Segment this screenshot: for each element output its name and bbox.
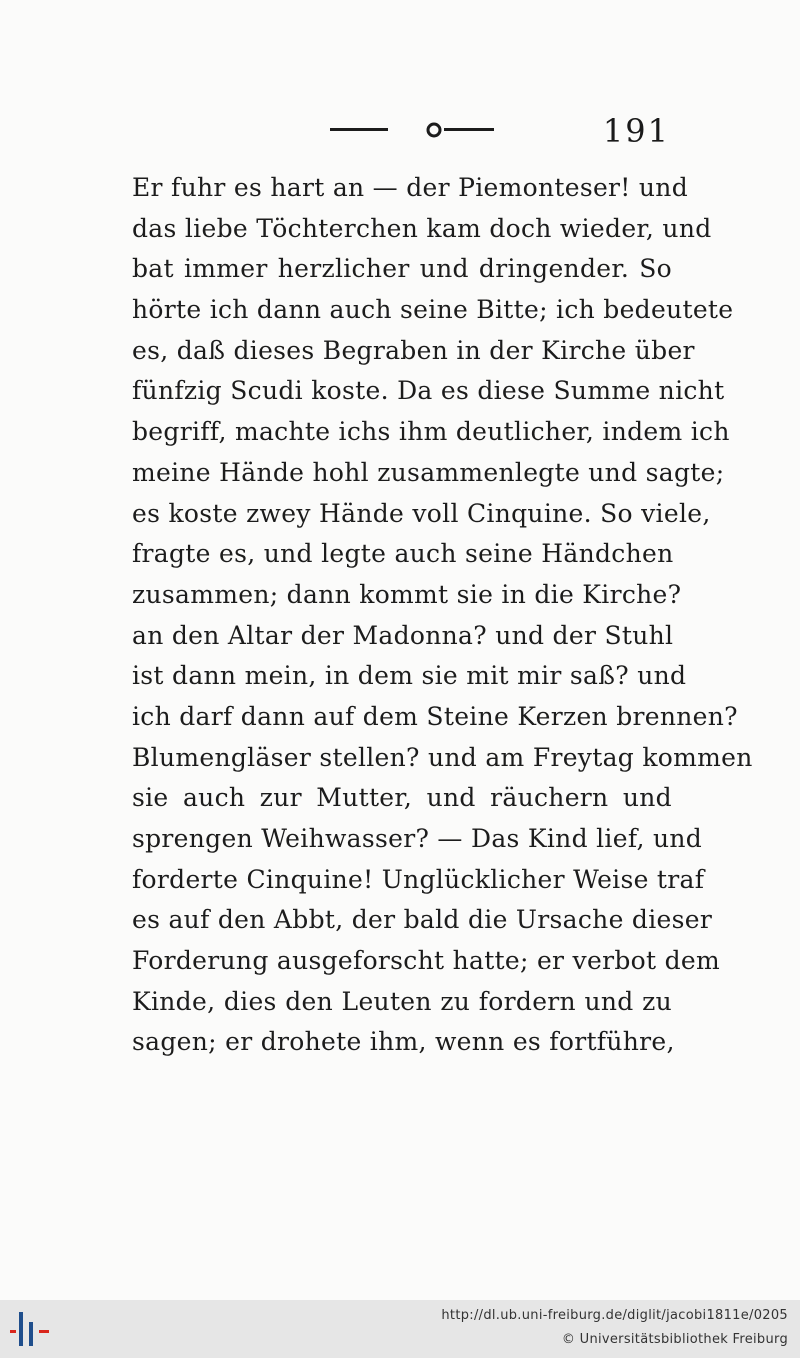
text-line: es auf den Abbt, der bald die Ursache dieser: [132, 905, 713, 935]
footer-bar: [0, 1300, 800, 1358]
header-ornament-icon: [328, 118, 498, 142]
text-line: bat immer herzlicher und dringender. So: [132, 254, 672, 284]
text-line: Forderung ausgeforscht hatte; er verbot dem: [132, 946, 720, 976]
text-line: sagen; er drohete ihm, wenn es fortführe,: [132, 1027, 675, 1057]
text-line: das liebe Töchterchen kam doch wieder, und: [132, 213, 712, 243]
text-line: Kinde, dies den Leuten zu fordern und zu: [132, 986, 672, 1016]
page-header: [0, 112, 800, 152]
text-line: Blumengläser stellen? und am Freytag kommen: [132, 742, 753, 772]
page-number: 191: [602, 112, 670, 150]
text-line: ist dann mein, in dem sie mit mir saß? und: [132, 661, 687, 691]
text-line: Er fuhr es hart an — der Piemonteser! und: [132, 173, 689, 202]
ub-freiburg-logo-icon[interactable]: [10, 1308, 52, 1350]
text-line: fragte es, und legte auch seine Händchen: [132, 539, 674, 569]
body-text: [132, 168, 753, 1063]
text-line: ich darf dann auf dem Steine Kerzen brennen?: [132, 701, 738, 731]
text-line: forderte Cinquine! Unglücklicher Weise traf: [132, 864, 705, 894]
text-line: sie auch zur Mutter, und räuchern und: [132, 783, 672, 813]
text-line: fünfzig Scudi koste. Da es diese Summe nicht: [132, 376, 725, 406]
text-line: es koste zwey Hände voll Cinquine. So viele,: [132, 498, 711, 528]
text-line: zusammen; dann kommt sie in die Kirche?: [132, 579, 682, 609]
text-line: es, daß dieses Begraben in der Kirche über: [132, 335, 695, 365]
text-line: begriff, machte ichs ihm deutlicher, indem ich: [132, 417, 730, 447]
text-line: meine Hände hohl zusammenlegte und sagte;: [132, 457, 725, 487]
text-line: hörte ich dann auch seine Bitte; ich bedeutete: [132, 295, 734, 325]
copyright-text: © Universitätsbibliothek Freiburg: [561, 1332, 788, 1347]
text-line: sprengen Weihwasser? — Das Kind lief, und: [132, 824, 703, 853]
source-url-link[interactable]: http://dl.ub.uni-freiburg.de/diglit/jacobi1811e/0205: [441, 1308, 788, 1323]
text-line: an den Altar der Madonna? und der Stuhl: [132, 620, 674, 650]
